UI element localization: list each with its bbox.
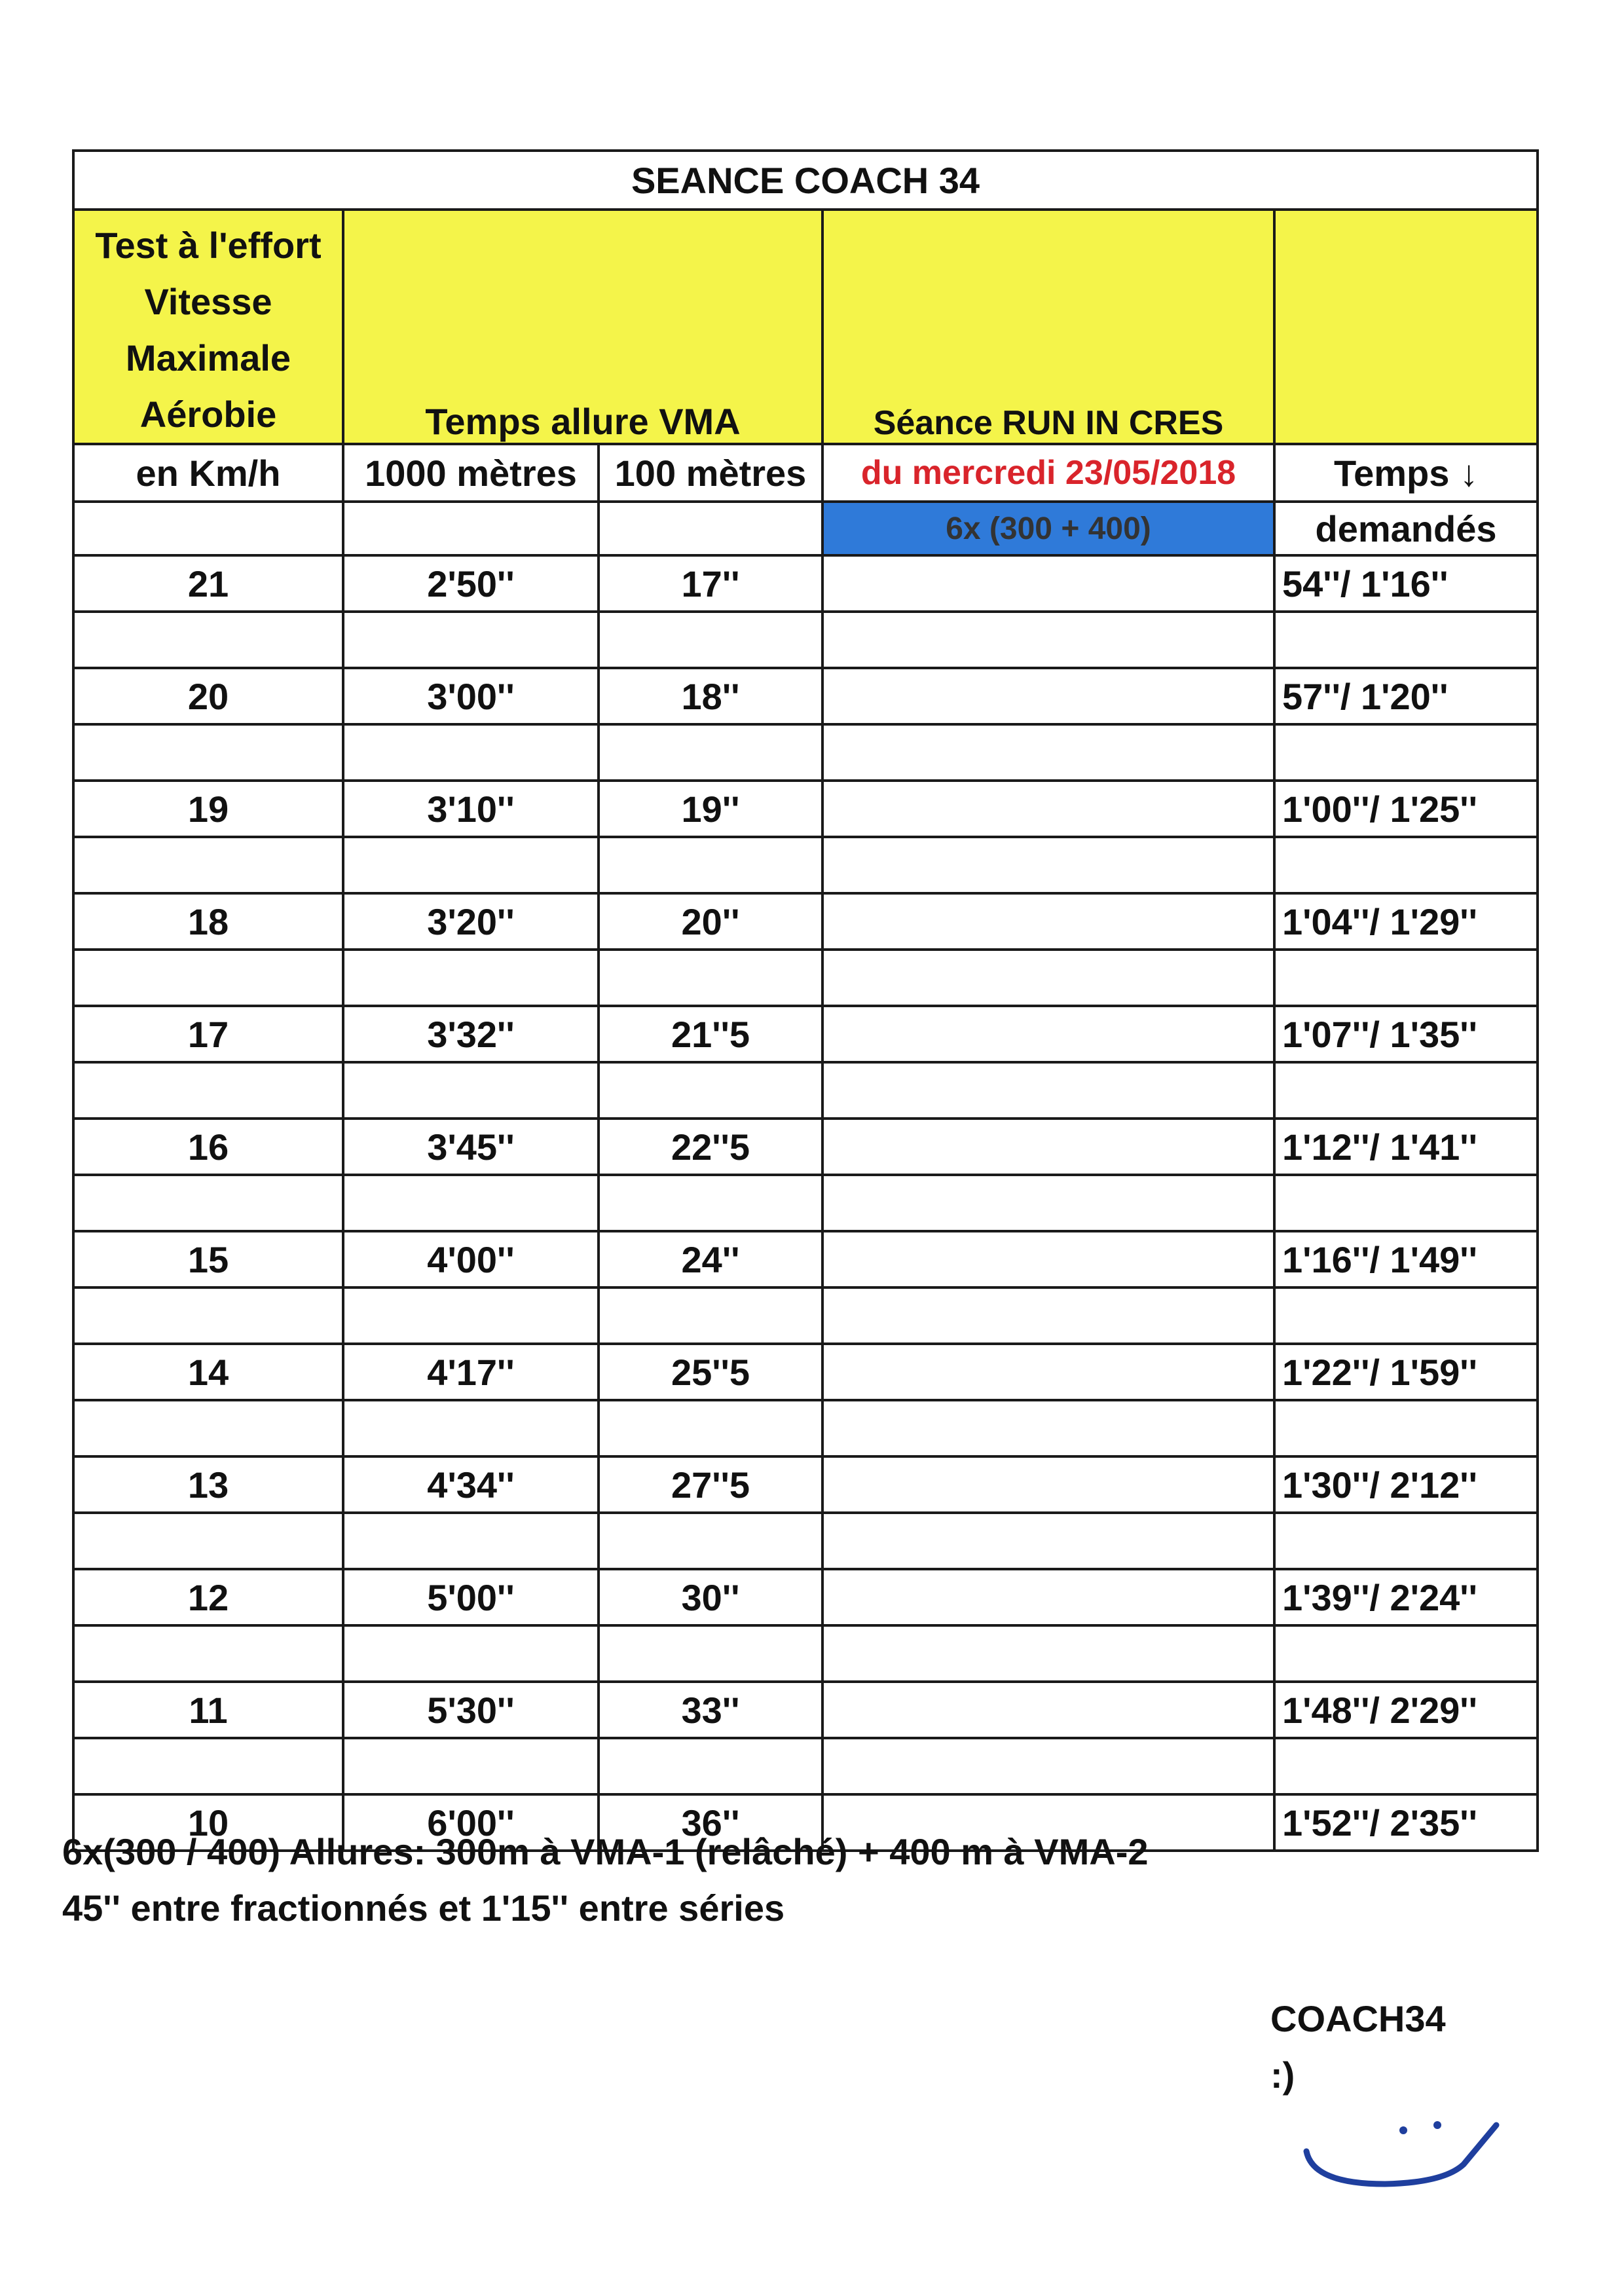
vma-cell: 11 xyxy=(73,1682,343,1738)
table-title: SEANCE COACH 34 xyxy=(73,151,1538,210)
time-1000-cell: 3'00'' xyxy=(343,668,599,724)
time-100-cell: 36'' xyxy=(599,1794,822,1851)
session-cell xyxy=(822,1569,1274,1625)
time-100-cell: 33'' xyxy=(599,1682,822,1738)
empty-cell xyxy=(73,837,343,893)
empty-cell xyxy=(343,1287,599,1344)
empty-cell xyxy=(822,1738,1274,1794)
requested-time-cell: 1'00''/ 1'25'' xyxy=(1274,781,1538,837)
empty-cell xyxy=(73,1062,343,1119)
empty-cell xyxy=(1274,724,1538,781)
time-1000-cell: 3'45'' xyxy=(343,1119,599,1175)
table-row xyxy=(73,668,1538,724)
empty-cell xyxy=(822,1625,1274,1682)
time-1000-cell: 3'32'' xyxy=(343,1006,599,1062)
requested-time-cell: 1'52''/ 2'35'' xyxy=(1274,1794,1538,1851)
empty-cell xyxy=(73,1513,343,1569)
table-row xyxy=(73,781,1538,837)
empty-cell xyxy=(1274,837,1538,893)
empty-cell xyxy=(343,837,599,893)
vma-cell: 10 xyxy=(73,1794,343,1851)
empty-cell xyxy=(343,950,599,1006)
requested-time-cell: 1'39''/ 2'24'' xyxy=(1274,1569,1538,1625)
table-row xyxy=(73,1456,1538,1513)
empty-cell xyxy=(822,1513,1274,1569)
test-line: Vitesse xyxy=(144,281,272,322)
smiley-drawing-icon xyxy=(1300,2112,1509,2197)
requested-time-cell: 54''/ 1'16'' xyxy=(1274,555,1538,612)
requested-time-cell: 1'07''/ 1'35'' xyxy=(1274,1006,1538,1062)
empty-cell xyxy=(599,724,822,781)
vma-cell: 12 xyxy=(73,1569,343,1625)
empty-cell xyxy=(822,950,1274,1006)
empty-cell xyxy=(822,1175,1274,1231)
empty-cell xyxy=(599,1625,822,1682)
empty-cell xyxy=(1274,1062,1538,1119)
session-cell xyxy=(822,1682,1274,1738)
empty-cell xyxy=(1274,1287,1538,1344)
spacer-row xyxy=(73,837,1538,893)
test-line: Maximale xyxy=(125,337,291,379)
session-cell xyxy=(822,1006,1274,1062)
requested-time-cell: 57''/ 1'20'' xyxy=(1274,668,1538,724)
table-row xyxy=(73,1344,1538,1400)
session-set: 6x (300 + 400) xyxy=(822,502,1274,555)
requested-time-cell: 1'12''/ 1'41'' xyxy=(1274,1119,1538,1175)
vma-cell: 15 xyxy=(73,1231,343,1287)
time-100-cell: 25''5 xyxy=(599,1344,822,1400)
empty-cell xyxy=(599,1513,822,1569)
requested-header-line1: Temps ↓ xyxy=(1274,444,1538,502)
table-row xyxy=(73,893,1538,950)
requested-time-cell: 1'48''/ 2'29'' xyxy=(1274,1682,1538,1738)
note-line: 45'' entre fractionnés et 1'15'' entre séries xyxy=(62,1887,785,1929)
signature-emoticon: :) xyxy=(1270,2054,1295,2096)
test-line: Test à l'effort xyxy=(95,225,322,266)
vma-cell: 13 xyxy=(73,1456,343,1513)
empty-cell xyxy=(599,1175,822,1231)
spacer-row xyxy=(73,1175,1538,1231)
empty-cell xyxy=(343,1738,599,1794)
empty-cell xyxy=(73,1287,343,1344)
test-header xyxy=(73,210,343,444)
empty-cell xyxy=(73,612,343,668)
empty-cell xyxy=(599,1400,822,1456)
signature-name: COACH34 xyxy=(1270,1998,1446,2039)
empty-cell xyxy=(343,502,599,555)
spacer-row xyxy=(73,1738,1538,1794)
empty-cell xyxy=(343,1400,599,1456)
vma-table xyxy=(72,149,1539,1852)
vma-cell: 18 xyxy=(73,893,343,950)
session-cell xyxy=(822,1344,1274,1400)
spacer-row xyxy=(73,1625,1538,1682)
note-line: 6x(300 / 400) Allures: 300m à VMA-1 (relâché) + 400 m à VMA-2 xyxy=(62,1831,1149,1872)
empty-cell xyxy=(343,612,599,668)
table-row xyxy=(73,1006,1538,1062)
empty-cell xyxy=(73,950,343,1006)
signature xyxy=(1270,1991,1446,2103)
session-cell xyxy=(822,781,1274,837)
requested-time-cell: 1'22''/ 1'59'' xyxy=(1274,1344,1538,1400)
spacer-row xyxy=(73,1287,1538,1344)
empty-cell xyxy=(822,724,1274,781)
empty-cell xyxy=(822,1400,1274,1456)
empty-cell xyxy=(1274,1400,1538,1456)
time-1000-cell: 5'00'' xyxy=(343,1569,599,1625)
empty-cell xyxy=(73,724,343,781)
empty-cell xyxy=(599,950,822,1006)
spacer-row xyxy=(73,724,1538,781)
requested-header-top xyxy=(1274,210,1538,444)
empty-cell xyxy=(599,1062,822,1119)
spacer-row xyxy=(73,1062,1538,1119)
time-1000-cell: 6'00'' xyxy=(343,1794,599,1851)
table-row xyxy=(73,1231,1538,1287)
session-notes xyxy=(62,1824,1148,1936)
time-100-cell: 24'' xyxy=(599,1231,822,1287)
time-1000-cell: 3'20'' xyxy=(343,893,599,950)
empty-cell xyxy=(1274,612,1538,668)
empty-cell xyxy=(599,612,822,668)
empty-cell xyxy=(1274,1738,1538,1794)
vma-table-sheet xyxy=(72,149,1536,1852)
vma-cell: 14 xyxy=(73,1344,343,1400)
empty-cell xyxy=(1274,1625,1538,1682)
vma-cell: 19 xyxy=(73,781,343,837)
requested-time-cell: 1'04''/ 1'29'' xyxy=(1274,893,1538,950)
time-100-cell: 21''5 xyxy=(599,1006,822,1062)
empty-cell xyxy=(822,1287,1274,1344)
time-100-cell: 17'' xyxy=(599,555,822,612)
session-cell xyxy=(822,555,1274,612)
time-100-cell: 22''5 xyxy=(599,1119,822,1175)
spacer-row xyxy=(73,1400,1538,1456)
empty-cell xyxy=(599,1738,822,1794)
empty-cell xyxy=(73,1400,343,1456)
table-row xyxy=(73,1119,1538,1175)
test-line: Aérobie xyxy=(139,394,277,435)
table-row xyxy=(73,555,1538,612)
empty-cell xyxy=(343,1062,599,1119)
session-date: du mercredi 23/05/2018 xyxy=(822,444,1274,502)
vma-cell: 16 xyxy=(73,1119,343,1175)
vma-cell: 21 xyxy=(73,555,343,612)
time-100-cell: 19'' xyxy=(599,781,822,837)
spacer-row xyxy=(73,950,1538,1006)
requested-header-line2: demandés xyxy=(1274,502,1538,555)
pace-header: Temps allure VMA xyxy=(343,210,822,444)
empty-cell xyxy=(1274,1175,1538,1231)
session-cell xyxy=(822,1231,1274,1287)
table-row xyxy=(73,1569,1538,1625)
empty-cell xyxy=(73,502,343,555)
empty-cell xyxy=(822,837,1274,893)
empty-cell xyxy=(343,1513,599,1569)
empty-cell xyxy=(599,502,822,555)
col-100-header: 100 mètres xyxy=(599,444,822,502)
time-100-cell: 27''5 xyxy=(599,1456,822,1513)
session-cell xyxy=(822,1119,1274,1175)
empty-cell xyxy=(73,1175,343,1231)
time-1000-cell: 3'10'' xyxy=(343,781,599,837)
time-1000-cell: 4'17'' xyxy=(343,1344,599,1400)
col-1000-header: 1000 mètres xyxy=(343,444,599,502)
time-1000-cell: 4'00'' xyxy=(343,1231,599,1287)
spacer-row xyxy=(73,612,1538,668)
vma-cell: 20 xyxy=(73,668,343,724)
empty-cell xyxy=(343,1625,599,1682)
session-header: Séance RUN IN CRES xyxy=(822,210,1274,444)
time-100-cell: 18'' xyxy=(599,668,822,724)
unit-header: en Km/h xyxy=(73,444,343,502)
session-cell xyxy=(822,1456,1274,1513)
empty-cell xyxy=(1274,950,1538,1006)
time-100-cell: 30'' xyxy=(599,1569,822,1625)
empty-cell xyxy=(1274,1513,1538,1569)
time-1000-cell: 2'50'' xyxy=(343,555,599,612)
spacer-row xyxy=(73,1513,1538,1569)
session-cell xyxy=(822,893,1274,950)
empty-cell xyxy=(822,612,1274,668)
empty-cell xyxy=(73,1625,343,1682)
time-100-cell: 20'' xyxy=(599,893,822,950)
empty-cell xyxy=(822,1062,1274,1119)
requested-time-cell: 1'16''/ 1'49'' xyxy=(1274,1231,1538,1287)
empty-cell xyxy=(343,1175,599,1231)
empty-cell xyxy=(599,1287,822,1344)
empty-cell xyxy=(73,1738,343,1794)
table-row xyxy=(73,1682,1538,1738)
vma-cell: 17 xyxy=(73,1006,343,1062)
time-1000-cell: 4'34'' xyxy=(343,1456,599,1513)
requested-time-cell: 1'30''/ 2'12'' xyxy=(1274,1456,1538,1513)
empty-cell xyxy=(343,724,599,781)
session-cell xyxy=(822,668,1274,724)
empty-cell xyxy=(599,837,822,893)
time-1000-cell: 5'30'' xyxy=(343,1682,599,1738)
